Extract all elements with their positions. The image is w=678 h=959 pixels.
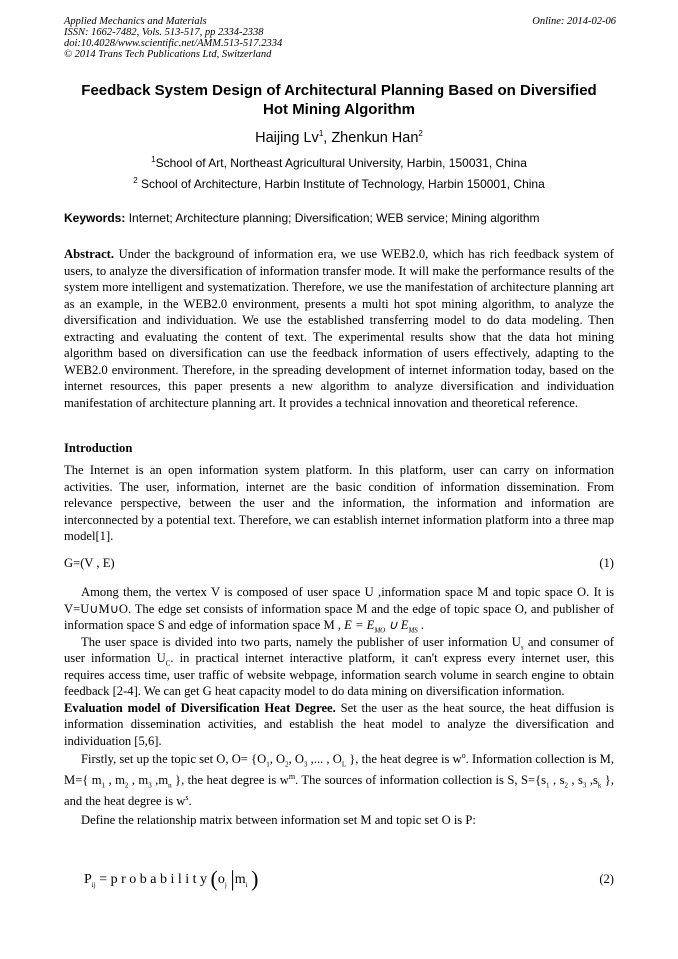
intro-para-2: Among them, the vertex V is composed of user space U ,information space M and topic space O. It is V=U∪M∪O. The edge set consists of information space M and the edge of topic space O, and publisher of information space S and edge of information space M , $E = E_{MO}$ ∪ $E_{MS}$ . xyxy=(64,585,614,635)
paper-title xyxy=(44,81,634,119)
journal-header xyxy=(64,16,616,60)
author-2: Zhenkun Han xyxy=(331,130,419,146)
intro-paragraph-1 xyxy=(64,462,614,545)
keywords-label: Keywords: xyxy=(64,211,126,225)
equation-1 xyxy=(64,556,614,571)
section-introduction-heading: Introduction xyxy=(64,441,133,455)
journal-doi: doi:10.4028/www.scientific.net/AMM.513-517.2334 xyxy=(64,38,283,49)
affiliation-2 xyxy=(0,177,678,191)
title-line-2: Hot Mining Algorithm xyxy=(263,101,415,118)
journal-name: Applied Mechanics and Materials xyxy=(64,16,207,27)
define-matrix-text: Define the relationship matrix between information set M and topic set O is P: xyxy=(81,813,476,827)
journal-issn: ISSN: 1662-7482, Vols. 513-517, pp 2334-2338 xyxy=(64,27,264,38)
affiliation-1 xyxy=(0,156,678,170)
edge-set-formula: $E = E_{MO}$ ∪ $E_{MS}$ xyxy=(344,618,418,635)
abstract-label: Abstract. xyxy=(64,247,115,261)
author-1-affil: 1 xyxy=(318,129,324,139)
evaluation-heading: Evaluation model of Diversification Heat Degree. xyxy=(64,700,336,715)
keywords xyxy=(64,211,624,225)
evaluation-text: Set the user as the heat source, the heat diffusion is information dissemination activities, and establish the heat model to analyze the diversification and individuation [5,6]. xyxy=(64,700,614,748)
affiliation-2-text: School of Architecture, Harbin Institute of Technology, Harbin 150001, China xyxy=(140,177,545,191)
equation-2-expr: $P_{ij} = p$ r o b a b i l i t y ($o_j$ $|m_i$ ) xyxy=(84,866,259,891)
intro-para-2-text: Among them, the vertex V is composed of user space U ,information space M and topic space O. It is V=U∪M∪O. The edge set consists of information space M and the edge of topic space O, and publisher of information space S and edge of information space M , xyxy=(64,585,614,632)
affiliation-1-marker: 1 xyxy=(151,155,156,164)
author-list: Haijing Lv$^1$, Zhenkun Han$^2$ xyxy=(255,129,423,146)
equation-1-expr: G=(V , E) xyxy=(64,556,115,570)
equation-1-number: (1) xyxy=(599,556,614,570)
evaluation-paragraph xyxy=(64,700,614,750)
equation-2 xyxy=(64,866,614,892)
equation-2-number: (2) xyxy=(599,872,614,886)
online-date: Online: 2014-02-06 xyxy=(532,16,616,27)
intro-para-1-text: The Internet is an open information system platform. In this platform, user can carry on information activities. The user, information, internet are the basic condition of information dissemination. From relevance perspective, between the user and the information, the information and information are interconnected by a potential text. Therefore, we can establish internet information platform into a three map model[1]. xyxy=(64,463,614,543)
journal-copyright: © 2014 Trans Tech Publications Ltd, Switzerland xyxy=(64,49,272,60)
abstract-text: Under the background of information era, we use WEB2.0, which has rich feedback system of users, to analyze the diversification of information transfer mode. It will make the performance results of the system more intelligent and systematization. Therefore, we use the manifestation of architecture planning art as an example, in the WEB2.0 environment, presents a multi hot spot mining algorithm, to analyze the diversification and individuation. We use the established transferring model to do data modeling. Then extracting and evaluating the content of text. The experimental results show that the data hot mining algorithm based on diversification can use the feedback information of users effectively, adapting to the WEB2.0 environment. Therefore, in the spreading development of internet information today, based on the internet resources, this paper presents a new algorithm to analyze diversification and individuation manifestation of architecture planning art. It provides a technical innovation and theoretical reference. xyxy=(64,247,614,410)
author-2-affil: 2 xyxy=(418,129,423,139)
abstract xyxy=(64,246,614,411)
topic-set-paragraph: Firstly, set up the topic set O, $O= \{O_1$, $O_2$, $O_3$ ,... , $O_L$ }, the heat degree is $w^o$. Information collection is M, M={ $m_1$ , $m_2$ , $m_3$ $,m_n$ }, the heat degree is $w^m$. The sources of information collection is S, $S=\{s_1$ , $s_2$ , $s_3$ $,s_k$ }, and the heat degree is $w^s$. xyxy=(64,750,615,808)
intro-para-3: The user space is divided into two parts, namely the publisher of user information $U_s$ and consumer of user information $U_C$. in practical internet interactive platform, it can't express every internet user, this requires access time, user traffic of website webpage, information search volume in search engine to obtain feedback [2-4]. We can get G heat capacity model to do data mining on diversification information. xyxy=(64,634,614,698)
keywords-text: Internet; Architecture planning; Diversification; WEB service; Mining algorithm xyxy=(128,211,540,225)
affiliation-2-marker: 2 xyxy=(133,176,138,185)
intro-paragraphs-2 xyxy=(64,584,614,829)
title-line-1: Feedback System Design of Architectural Planning Based on Diversified xyxy=(81,82,597,99)
author-1: Haijing Lv xyxy=(255,130,319,146)
affiliation-1-text: School of Art, Northeast Agricultural University, Harbin, 150031, China xyxy=(155,156,527,170)
